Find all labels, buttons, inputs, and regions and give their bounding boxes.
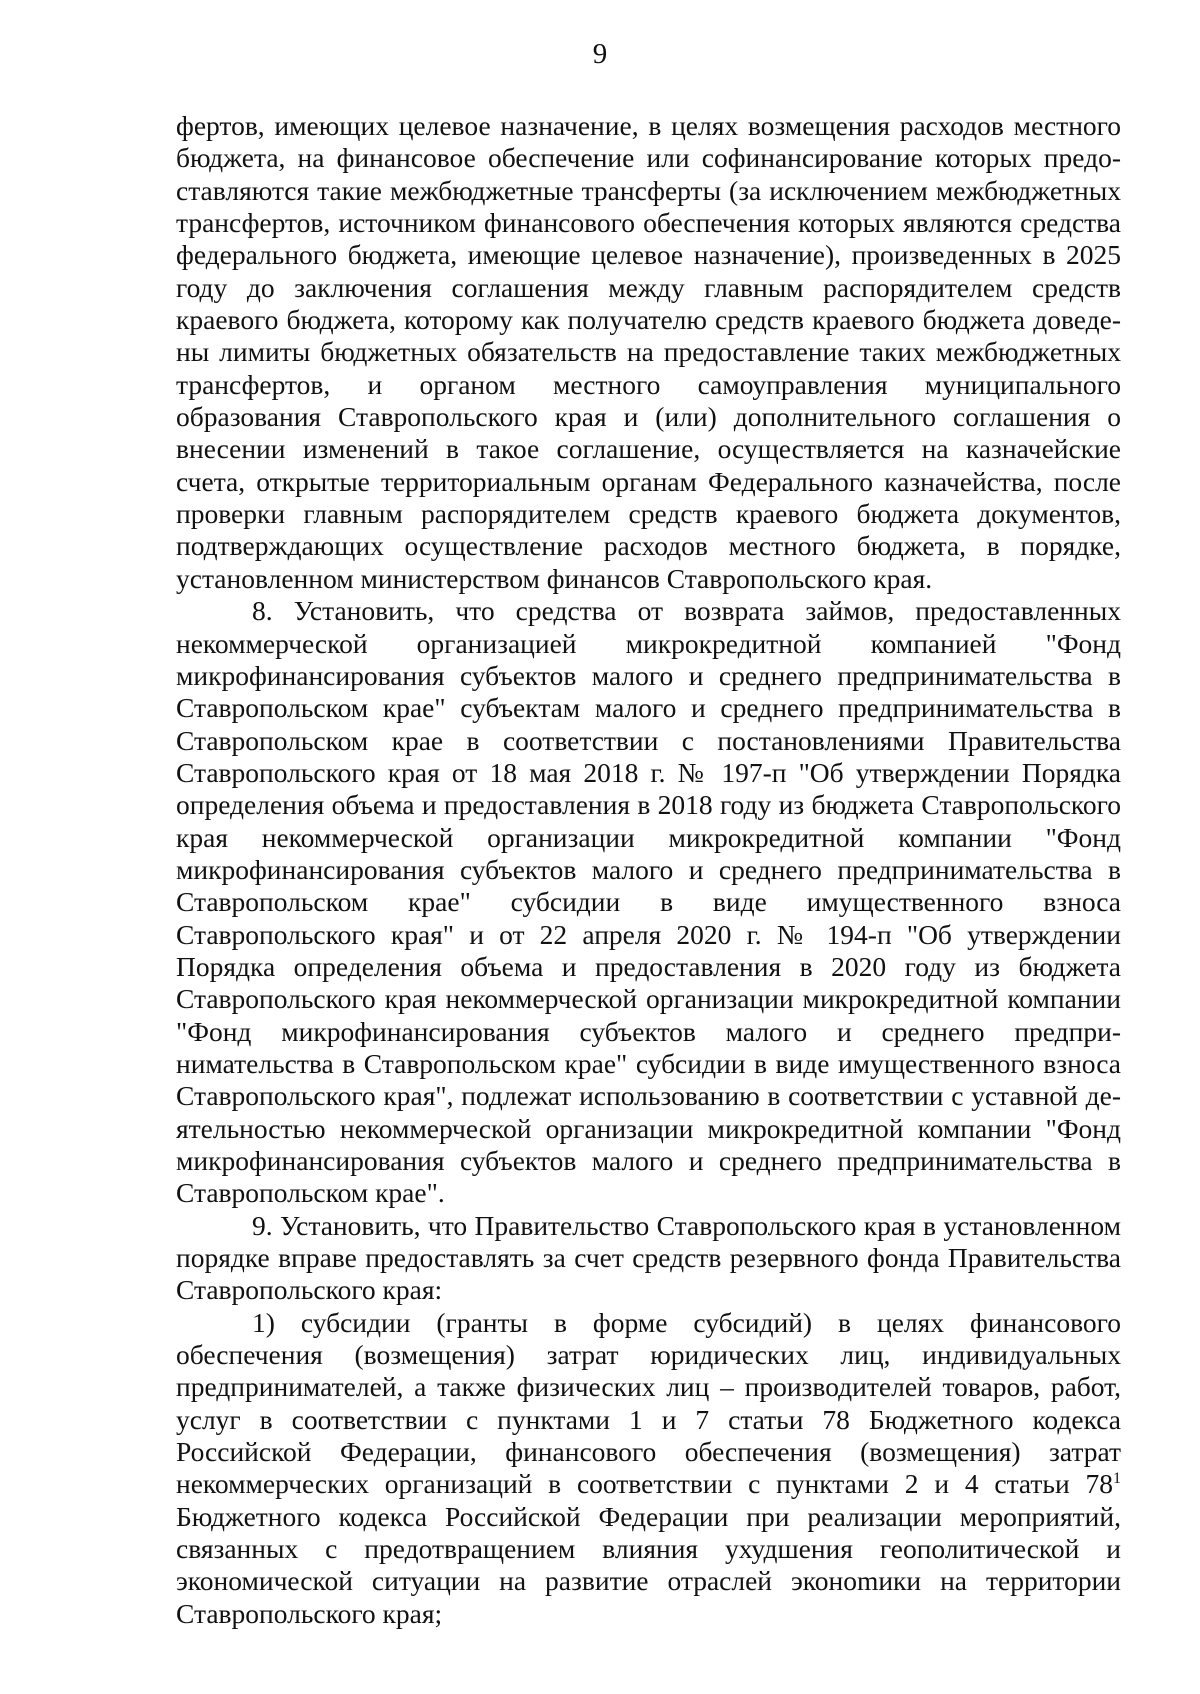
page-number: 9 — [592, 38, 608, 70]
subitem-1-text-end: Бюджетного кодекса Российской Федерации при реализации мероприятий, связанных с предотвращением влияния ухудшения геополитической и экономической ситуации на развитие отраслей эконоmики на территории Ставропольского края; — [176, 1500, 1121, 1629]
subitem-1-text-start: 1) субсидии (гранты в форме субсидий) в целях финансового обеспечения (возмещения) затрат юридических лиц, индивидуальных предпринимателей, а также физических лиц – производителей товаров, работ, услуг в соответствии с пунктами 1 и 7 статьи 78 Бюджетного кодекса Российской Федерации, финансового обеспечения (возмещения) затрат некоммерческих организаций в соответствии с пунктами 2 и 4 статьи 78 — [176, 1306, 1121, 1500]
paragraph-continuation: фертов, имеющих целевое назначение, в целях возмещения расходов местного бюджета, на финансовое обеспечение или софинансирование которых предоставляются такие межбюджетные трансферты (за исключением межбюджетных трансфертов, источником финансового обеспечения которых являются средства федерального бюджета, имеющие целевое назначение), произведенных в 2025 году до заключения соглашения между главным распорядителем средств краевого бюджета, которому как получателю средств краевого бюджета доведены лимиты бюджетных обязательств на предоставление таких межбюджетных трансфертов, и органом местного самоуправления муниципального образования Ставропольского края и (или) дополнительного соглашения о внесении изменений в такое соглашение, осуществляется на казначейские счета, открытые территориальным органам Федерального казначейства, после проверки главным распорядителем средств краевого бюджета документов, подтверждающих осуществление расходов местного бюджета, в порядке, установленном министерством финансов Ставропольского края. — [176, 110, 1121, 594]
article-superscript: 1 — [1113, 1470, 1121, 1488]
document-body — [176, 110, 1121, 1630]
paragraph-item-9: 9. Установить, что Правительство Ставропольского края в установленном порядке вправе предоставлять за счет средств резервного фонда Правительства Ставропольского края: — [176, 1209, 1121, 1306]
paragraph-subitem-1 — [176, 1307, 1121, 1630]
paragraph-item-8: 8. Установить, что средства от возврата займов, предоставленных некоммерческой организацией микрокредитной компанией "Фонд микрофинансирования субъектов малого и среднего предпринимательства в Ставропольском крае" субъектам малого и среднего предпринимательства в Ставропольском крае в соответствии с постановлениями Правительства Ставропольского края от 18 мая 2018 г. № 197-п "Об утверждении Порядка определения объема и предоставления в 2018 году из бюджета Ставропольского края некоммерческой организации микрокредитной компании "Фонд микрофинансирования субъектов малого и среднего предпринимательства в Ставропольском крае" субсидии в виде имущественного взноса Ставропольского края" и от 22 апреля 2020 г. № 194-п "Об утверждении Порядка определения объема и предоставления в 2020 году из бюджета Ставропольского края некоммерческой организации микрокредитной компании "Фонд микрофинансирования субъектов малого и среднего предпринимательства в Ставропольском крае" субсидии в виде имущественного взноса Ставропольского края", подлежат использованию в соответствии с уставной деятельностью некоммерческой организации микрокредитной компании "Фонд микрофинансирования субъектов малого и среднего предпринимательства в Ставропольском крае". — [176, 595, 1121, 1209]
